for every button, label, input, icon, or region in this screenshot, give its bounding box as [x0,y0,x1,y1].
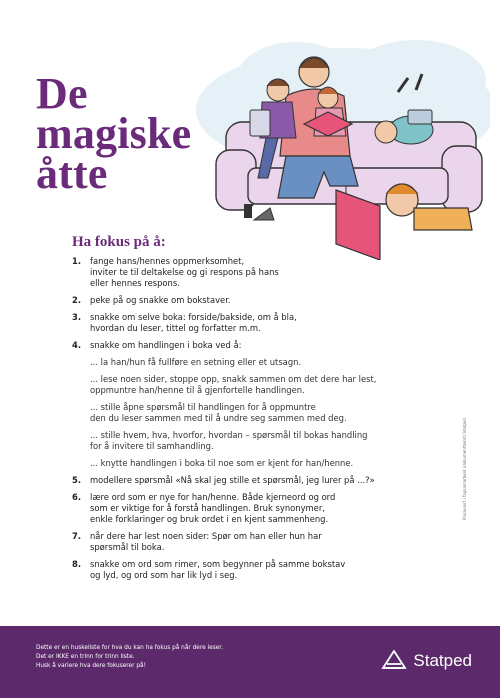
footer-line: Det er IKKE en trinn for trinn liste. [36,654,135,660]
footer-text [36,644,223,671]
list-item-5 [72,475,432,486]
item-text-line: peke på og snakke om bokstaver. [90,295,231,305]
sub-item-line: ... knytte handlingen i boka til noe som er kjent for han/henne. [90,458,354,468]
list-item-2 [72,295,432,306]
item-number: 5. [72,475,82,485]
sub-item-line: ... lese noen sider, stoppe opp, snakk sammen om det dere har lest, [90,374,377,384]
sub-item-line: den du leser sammen med til å undre seg sammen med deg. [90,413,347,423]
item-text-line: når dere har lest noen sider: Spør om han eller hun har [90,531,322,541]
checklist [72,256,432,587]
list-item-7 [72,531,432,553]
footer-line: Husk å variere hva dere fokuserer på! [36,663,146,669]
item-text-line: snakke om selve boka: forside/bakside, om å bla, [90,312,297,322]
sub-item [90,430,432,452]
sub-item-line: ... stille hvem, hva, hvorfor, hvordan – spørsmål til bokas handling [90,430,368,440]
item-text-line: modellere spørsmål «Nå skal jeg stille et spørsmål, jeg lurer på ...?» [90,475,375,485]
list-item-1 [72,256,432,289]
item-number: 1. [72,256,82,266]
sub-item-line: ... stille åpne spørsmål til handlingen for å oppmuntre [90,402,316,412]
item-text-line: eller hennes respons. [90,278,180,288]
item-text-line: og lyd, og ord som har lik lyd i seg. [90,570,238,580]
family-reading-illustration-icon [186,40,490,260]
item-text-line: spørsmål til boka. [90,542,165,552]
item-text-line: snakke om handlingen i boka ved å: [90,340,242,350]
sub-item-line: oppmuntre han/henne til å gjenfortelle handlingen. [90,385,305,395]
statped-logo-icon [381,650,407,672]
list-item-3 [72,312,432,334]
sub-item [90,357,432,368]
list-item-6 [72,492,432,525]
item-text-line: inviter te til deltakelse og gi respons på hans [90,267,279,277]
item-number: 3. [72,312,82,322]
item-number: 8. [72,559,82,569]
item-text-line: fange hans/hennes oppmerksomhet, [90,256,245,266]
focus-heading: Ha fokus på å: [72,234,166,250]
sub-item-line: ... la han/hun få fullføre en setning eller et utsagn. [90,357,302,367]
item-text-line: som er viktige for å forstå handlingen. Bruk synonymer, [90,503,325,513]
item-text-line: hvordan du leser, tittel og forfatter m.m. [90,323,261,333]
item-number: 2. [72,295,82,305]
sub-item [90,458,432,469]
item-number: 7. [72,531,82,541]
logo-wordmark: Statped [413,651,472,670]
item-number: 4. [72,340,82,350]
item-text-line: lære ord som er nye for han/henne. Både kjerneord og ord [90,492,336,502]
item-text-line: snakke om ord som rimer, som begynner på samme bokstav [90,559,346,569]
item-text-line: enkle forklaringer og bruk ordet i en kjent sammenheng. [90,514,329,524]
item-number: 6. [72,492,82,502]
statped-logo [381,650,472,672]
list-item-4 [72,340,432,351]
sub-item [90,374,432,396]
title-line-1: De [36,69,88,118]
footer-line: Dette er en huskeliste for hva du kan ha fokus på når dere leser. [36,645,223,651]
page-title [36,69,192,198]
list-item-8 [72,559,432,581]
title-line-3: åtte [36,149,108,198]
sub-item-line: for å invitere til samhandling. [90,441,214,451]
footer-band [0,626,500,698]
title-line-2: magiske [36,109,192,158]
credit-text: Produsert i fagsamarbeid (dokumenttekst) Statped [462,418,467,520]
sub-item [90,402,432,424]
